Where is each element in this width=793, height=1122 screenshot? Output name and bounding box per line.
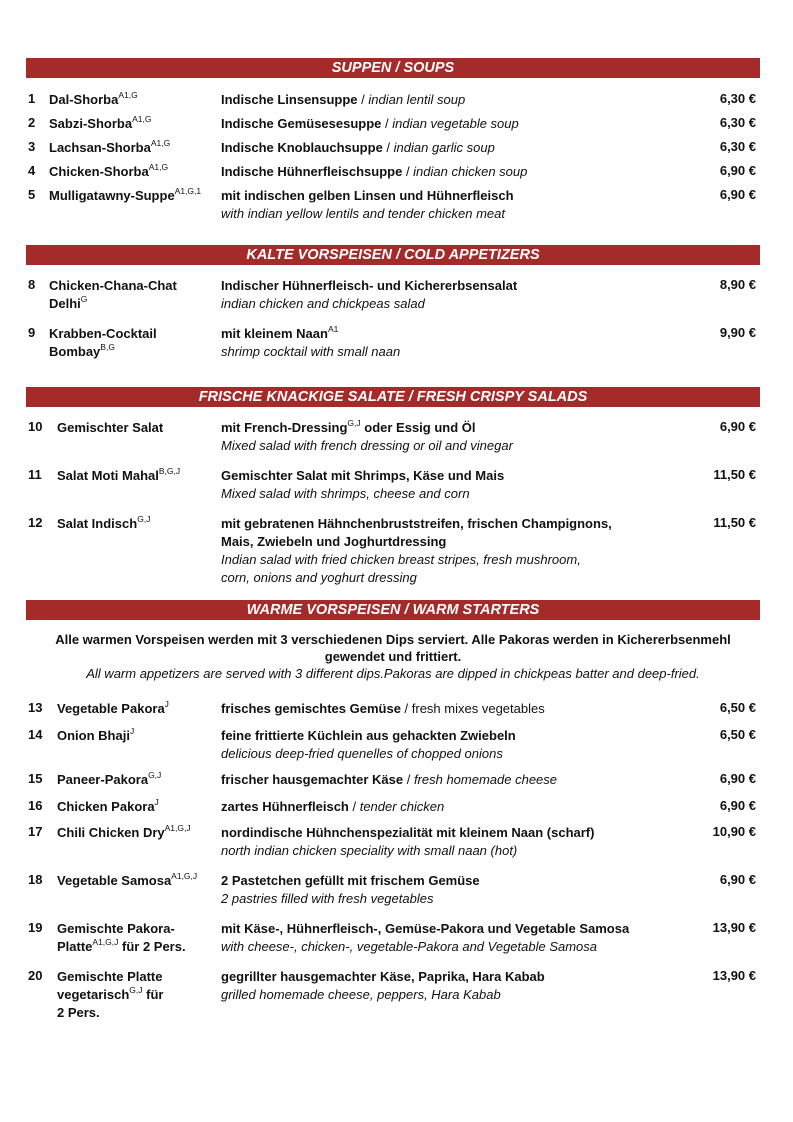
- item-price: 13,90 €: [712, 968, 756, 983]
- item-number: 15: [28, 771, 43, 786]
- item-price: 6,90 €: [719, 872, 756, 887]
- item-description: Indische Knoblauchsuppe / indian garlic soup: [221, 140, 495, 155]
- item-number: 18: [28, 872, 43, 887]
- item-number: 5: [28, 187, 36, 202]
- item-price: 6,50 €: [719, 727, 756, 742]
- item-name: Sabzi-Shorba$^{A1,G}$: [49, 114, 152, 131]
- item-name: Chicken Pakora$^J$: [57, 797, 159, 814]
- item-price: 6,30 €: [719, 115, 756, 130]
- item-description: zartes Hühnerfleisch / tender chicken: [221, 799, 445, 814]
- item-price: 9,90 €: [719, 325, 756, 340]
- item-description: Indische Linsensuppe / indian lentil soup: [221, 92, 466, 107]
- item-name: Onion Bhaji$^J$: [57, 726, 135, 743]
- item-description: Indischer Hühnerfleisch- und Kichererbsensalat indian chicken and chickpeas salad: [221, 278, 518, 311]
- item-name: Chili Chicken Dry$^{A1,G,J}$: [57, 823, 191, 840]
- item-number: 9: [28, 325, 36, 340]
- item-number: 3: [28, 139, 36, 154]
- section-header-salads: FRISCHE KNACKIGE SALATE / FRESH CRISPY SALADS: [26, 387, 760, 407]
- item-price: 13,90 €: [712, 920, 756, 935]
- item-price: 10,90 €: [712, 824, 756, 839]
- item-number: 19: [28, 920, 43, 935]
- item-description: mit indischen gelben Linsen und Hühnerfleisch with indian yellow lentils and tender chicken meat: [221, 188, 514, 221]
- item-name: Krabben-Cocktail Bombay$^{B,G}$: [49, 326, 157, 359]
- section-header-soups: SUPPEN / SOUPS: [26, 58, 760, 78]
- item-name: Vegetable Samosa$^{A1,G,J}$: [57, 871, 198, 888]
- item-price: 6,30 €: [719, 139, 756, 154]
- item-name: Gemischter Salat: [57, 420, 164, 435]
- item-description: frisches gemischtes Gemüse / fresh mixes vegetables: [221, 701, 545, 716]
- section-header-warm-starters: WARME VORSPEISEN / WARM STARTERS: [26, 600, 760, 620]
- item-name: Vegetable Pakora$^J$: [57, 699, 169, 716]
- item-price: 8,90 €: [719, 277, 756, 292]
- item-description: 2 Pastetchen gefüllt mit frischem Gemüse 2 pastries filled with fresh vegetables: [221, 873, 480, 906]
- item-description: mit gebratenen Hähnchenbruststreifen, frischen Champignons, Mais, Zwiebeln und Joghurtdressing Indian salad with fried chicken breast stripes, fresh mushroom, corn, onions and yoghurt dressing: [221, 516, 612, 585]
- item-number: 14: [28, 727, 43, 742]
- item-description: feine frittierte Küchlein aus gehackten Zwiebeln delicious deep-fried quenelles of chopped onions: [221, 728, 516, 761]
- item-name: Gemischte Platte vegetarisch$^{G,J}$ für 2 Pers.: [57, 969, 164, 1020]
- item-name: Gemischte Pakora- Platte$^{A1,G,J}$ für 2 Pers.: [57, 921, 186, 954]
- item-number: 16: [28, 798, 43, 813]
- item-name: Salat Indisch$^{G,J}$: [57, 514, 151, 531]
- item-name: Paneer-Pakora$^{G,J}$: [57, 770, 162, 787]
- item-description: Indische Hühnerfleischsuppe / indian chicken soup: [221, 164, 528, 179]
- item-price: 6,90 €: [719, 798, 756, 813]
- item-name: Chicken-Chana-Chat Delhi$^G$: [49, 278, 177, 311]
- item-number: 17: [28, 824, 43, 839]
- item-number: 11: [28, 467, 42, 482]
- warm-starters-note: Alle warmen Vorspeisen werden mit 3 verschiedenen Dips serviert. Alle Pakoras werden in Kichererbsenmehl gewendet und frittiert. All warm appetizers are served with 3 different dips.Pakoras are dipped in chickpeas batter and deep-fried.: [55, 632, 731, 681]
- item-number: 1: [28, 91, 36, 106]
- item-number: 13: [28, 700, 43, 715]
- item-name: Salat Moti Mahal$^{B,G,J}$: [57, 466, 181, 483]
- item-number: 12: [28, 515, 43, 530]
- item-name: Lachsan-Shorba$^{A1,G}$: [49, 138, 171, 155]
- item-number: 10: [28, 419, 43, 434]
- item-description: nordindische Hühnchenspezialität mit kleinem Naan (scharf) north indian chicken speciality with small naan (hot): [221, 825, 595, 858]
- item-description: Indische Gemüsesesuppe / indian vegetable soup: [221, 116, 519, 131]
- item-price: 6,90 €: [719, 419, 756, 434]
- item-price: 6,30 €: [719, 91, 756, 106]
- item-number: 2: [28, 115, 36, 130]
- item-price: 6,90 €: [719, 187, 756, 202]
- item-description: gegrillter hausgemachter Käse, Paprika, Hara Kabab grilled homemade cheese, peppers, Hara Kabab: [221, 969, 545, 1002]
- item-description: mit French-Dressing$^{G,J}$ oder Essig und Öl Mixed salad with french dressing or oil and vinegar: [221, 418, 513, 453]
- item-price: 6,90 €: [719, 771, 756, 786]
- item-number: 8: [28, 277, 36, 292]
- item-price: 6,50 €: [719, 700, 756, 715]
- item-number: 4: [28, 163, 36, 178]
- item-description: mit kleinem Naan$^{A1}$ shrimp cocktail with small naan: [221, 324, 401, 359]
- item-name: Dal-Shorba$^{A1,G}$: [49, 90, 138, 107]
- item-name: Mulligatawny-Suppe$^{A1,G,1}$: [49, 186, 202, 203]
- item-price: 11,50 €: [713, 467, 756, 482]
- item-number: 20: [28, 968, 43, 983]
- item-price: 6,90 €: [719, 163, 756, 178]
- item-price: 11,50 €: [713, 515, 756, 530]
- item-description: frischer hausgemachter Käse / fresh homemade cheese: [221, 772, 558, 787]
- section-header-cold-appetizers: KALTE VORSPEISEN / COLD APPETIZERS: [26, 245, 760, 265]
- item-description: mit Käse-, Hühnerfleisch-, Gemüse-Pakora und Vegetable Samosa with cheese-, chicken-, vegetable-Pakora and Vegetable Samosa: [221, 921, 630, 954]
- item-name: Chicken-Shorba$^{A1,G}$: [49, 162, 169, 179]
- item-description: Gemischter Salat mit Shrimps, Käse und Mais Mixed salad with shrimps, cheese and corn: [221, 468, 505, 501]
